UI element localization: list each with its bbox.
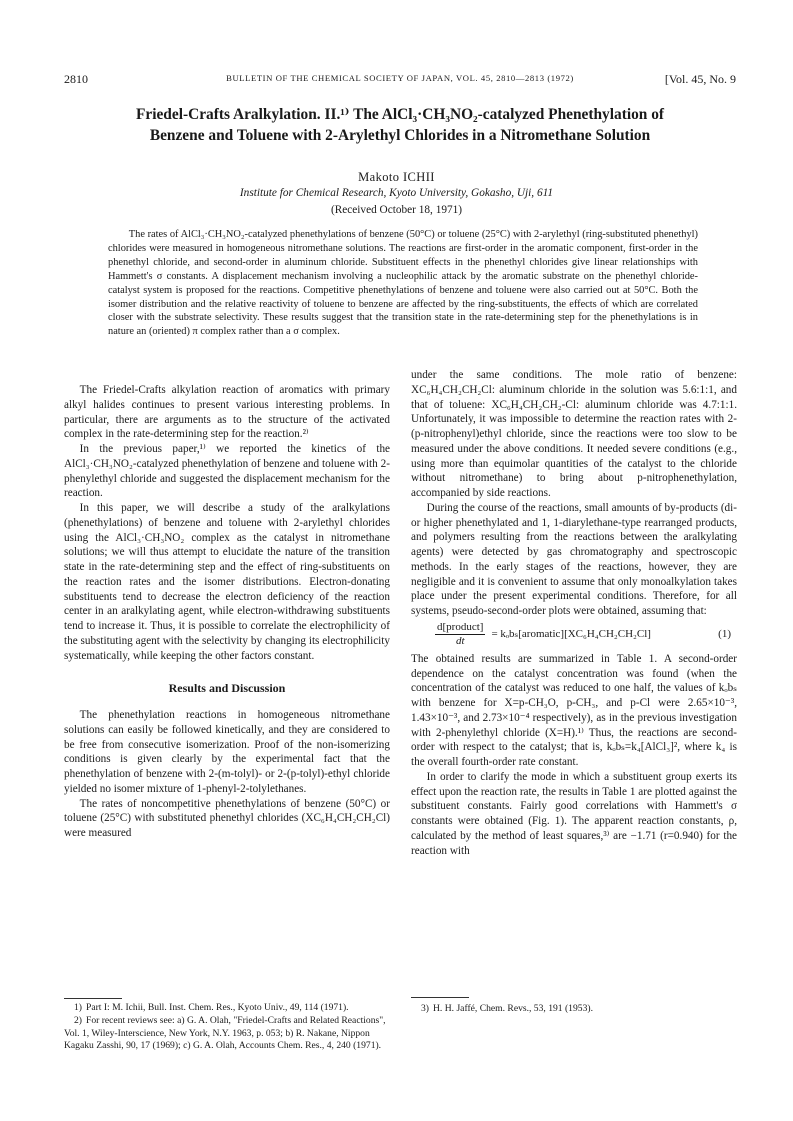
paragraph: In this paper, we will describe a study of the aralkylations (phenethylations) of benzene and toluene with 2-arylethyl chlorides using the AlCl₃·CH₃NO₂ complex as the catalyst in nitromethane solutions; we will thus attempt to elucidate the nature of the transition state in the rate-determining step and the effect of ring-substituents on the reaction rates and the isomer distributions. Electron-donating substituents tend to decrease the electron deficiency of the reaction center in an aralkylating agent, while electron-withdrawing substituents tend to increase it. Thus, it is possible to correlate the electrophilicity of the substituting agent with the selectivity by changing its electrophilicity systematically, while keeping the other factors constant. [64,502,390,662]
footnote-number: 1) [74,1002,82,1013]
equation-denominator: dt [455,634,465,647]
abstract-text: The rates of AlCl₃·CH₃NO₂-catalyzed phenethylations of benzene (50°C) or toluene (25°C) with 2-arylethyl (ring-substituted phenethyl) chlorides were measured in homogeneous nitromethane solutions. The reactions are first-order in the aromatic component, first-order in the phenethyl chloride, and second-order in aluminum chloride. Substituent effects in the phenethyl chlorides give linear relationships with Hammett's σ constants. A displacement mechanism involving a nucleophilic attack by the aromatic substrate on the phenethyl chloride-catalyst system is proposed for the reactions. Competitive phenethylations of benzene and toluene were also carried out at 50°C. Both the isomer distribution and the relative reactivity of toluene to benzene are affected by the ring-substituents, the effects of which are correlated closer with the substrate selectivity. These results suggest that the transition state in the rate-determining step for the phenethylations is in nature an (oriented) π complex rather than a σ complex. [108,229,698,338]
footnotes-right [411,1003,737,1016]
paragraph: The phenethylation reactions in homogeneous nitromethane solutions can easily be followed kinetically, and they are considered to be free from consecutive isomerization. Proof of the non-isomerizing conditions is given clearly by the experimental fact that the phenethylation of benzene with 2-(m-tolyl)- or 2-(p-tolyl)-ethyl chloride yielded no isomer mixture of 1-phenyl-2-tolylethanes. [64,709,390,795]
equation-rhs: = kₒbₛ[aromatic][XC₆H₄CH₂CH₂Cl] [491,627,651,640]
author-name: Makoto ICHII [358,170,435,184]
equation-fraction [435,621,485,648]
received-date: (Received October 18, 1971) [330,204,463,216]
author-affiliation: Institute for Chemical Research, Kyoto University, Gokasho, Uji, 611 [239,187,554,199]
abstract [108,228,698,339]
section-heading: Results and Discussion [168,681,286,696]
footnote-number: 2) [74,1015,82,1027]
paragraph: In order to clarify the mode in which a substituent group exerts its effect upon the reaction rate, the results in Table 1 are plotted against the substituent constants. Fairly good correlations with Hammett's σ constants were obtained (Fig. 1). The apparent reaction constants, ρ, calculated by the method of least squares,³⁾ are −1.71 (r=0.940) for the reaction with [411,770,737,857]
footnote-text: H. H. Jaffé, Chem. Revs., 53, 191 (1953). [433,1003,593,1014]
volume-issue: [Vol. 45, No. 9 [664,72,736,86]
footnote-text: Part I: M. Ichii, Bull. Inst. Chem. Res., Kyoto Univ., 49, 114 (1971). [86,1002,349,1013]
equation-number: (1) [718,627,731,640]
article-title: Friedel-Crafts Aralkylation. II.¹⁾ The AlCl₃·CH₃NO₂-catalyzed Phenethylation of Benzene and Toluene with 2-Arylethyl Chlorides in a Nitromethane Solution [135,106,665,144]
paragraph: The rates of noncompetitive phenethylations of benzene (50°C) or toluene (25°C) with substituted phenethyl chlorides (XC₆H₄CH₂CH₂Cl) were measured [64,797,390,839]
left-column [64,383,390,841]
footnote-rule [411,997,469,998]
page-number: 2810 [64,72,88,86]
journal-name: BULLETIN OF THE CHEMICAL SOCIETY OF JAPAN, VOL. 45, 2810—2813 (1972) [226,73,574,83]
equation-numerator: d[product] [437,620,484,633]
footnote-number: 3) [421,1003,429,1014]
rate-equation [411,621,737,648]
paragraph: The obtained results are summarized in Table 1. A second-order dependence on the catalyst concentration was found (when the concentration of the catalyst was reduced to one half, the values of kₒbₛ with benzene for X=p-CH₃O, p-CH₃, and p-Cl were 2.65×10⁻³, 1.43×10⁻³, and 2.73×10⁻⁴ respectively), as in the previous investigation with 2-phenylethyl chloride (X=H).¹⁾ Thus, the reactions are second-order with respect to the catalyst; that is, kₒbₛ=k₄[AlCl₃]², where k₄ is the overall fourth-order rate constant. [411,652,737,768]
paragraph: The Friedel-Crafts alkylation reaction of aromatics with primary alkyl halides continues to present various interesting problems. In particular, there are arguments as to the structure of the activated complex in the rate-determining step for the reaction.²⁾ [64,384,390,441]
footnote [64,1015,390,1052]
paragraph: under the same conditions. The mole ratio of benzene: XC₆H₄CH₂CH₂Cl: aluminum chloride in the solution was 5.6:1:1, and that of toluene: XC₆H₄CH₂CH₂-Cl: aluminum chloride was 4.7:1:1. Unfortunately, it was impossible to determine the reaction rates with 2-(p-nitrophenyl)ethyl chloride, since the reactions were too slow to be measured under the above conditions. It needed severe conditions (e.g., using more than equimolar quantities of the catalyst to the chloride without nitromethane) to bring about p-nitrophenethylation, accompanied by side reactions. [411,369,737,499]
paragraph: During the course of the reactions, small amounts of by-products (di- or higher phenethylated and 1, 1-diarylethane-type rearranged products, and polymers resulting from the reactions between the aralkylating agents) were detected by gas chromatography and spectroscopic methods. In the early stages of the reactions, however, they are negligible and it is convenient to assume that only monoalkylation takes place under the present experimental conditions. Therefore, for all systems, pseudo-second-order plots were obtained, assuming that: [411,501,737,617]
footnote [411,1003,737,1015]
footnote-text: For recent reviews see: a) G. A. Olah, "Friedel-Crafts and Related Reactions", Vol. 1, Wiley-Interscience, New York, N.Y. 1963, p. 053; b) R. Nakane, Nippon Kagaku Zasshi, 90, 17 (1969); c) G. A. Olah, Accounts Chem. Res., 4, 240 (1971). [64,1015,386,1052]
paragraph: In the previous paper,¹⁾ we reported the kinetics of the AlCl₃·CH₃NO₂-catalyzed phenethylation of benzene and toluene with 2-phenylethyl chloride and suggested the displacement mechanism for the reaction. [64,443,390,500]
right-column [411,368,737,858]
footnote [64,1002,390,1014]
footnote-rule [64,998,122,999]
footnotes-left [64,1002,390,1054]
running-head [64,72,736,88]
